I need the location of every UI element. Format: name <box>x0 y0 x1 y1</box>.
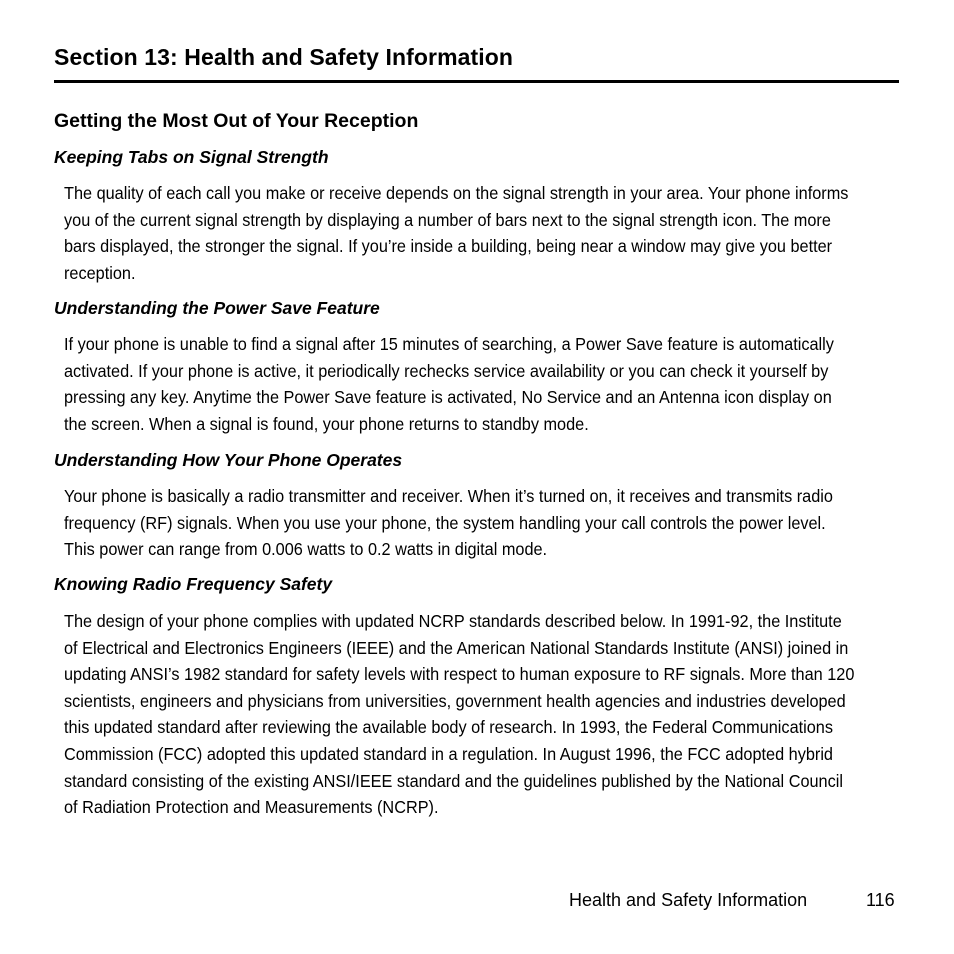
paragraph-line: standard consisting of the existing ANSI/IEEE standard and the guidelines published by the National Council <box>64 770 843 791</box>
paragraph-line: The quality of each call you make or receive depends on the signal strength in your area. Your phone informs <box>64 183 849 203</box>
subheading-phone-operates: Understanding How Your Phone Operates <box>54 450 403 470</box>
paragraph-line: frequency (RF) signals. When you use your phone, the system handling your call controls the power level. <box>64 512 826 533</box>
paragraph-line: activated. If your phone is active, it periodically rechecks service availability or you can check it yourself by <box>64 360 829 381</box>
paragraph-line: you of the current signal strength by displaying a number of bars next to the signal strength icon. The more <box>64 209 831 230</box>
footer-title: Health and Safety Information <box>569 890 808 910</box>
paragraph-line: pressing any key. Anytime the Power Save feature is activated, No Service and an Antenna icon display on <box>64 387 832 408</box>
page-title: Section 13: Health and Safety Information <box>54 44 514 70</box>
title-rule <box>54 80 899 83</box>
paragraph-line: This power can range from 0.006 watts to 0.2 watts in digital mode. <box>64 539 548 560</box>
paragraph-line: this updated standard after reviewing the available body of research. In 1993, the Federal Communications <box>64 717 833 738</box>
section-heading: Getting the Most Out of Your Reception <box>54 110 419 132</box>
page-number: 116 <box>866 890 895 910</box>
paragraph-line: Your phone is basically a radio transmitter and receiver. When it’s turned on, it receives and transmits radio <box>64 486 833 506</box>
paragraph-line: reception. <box>64 262 136 283</box>
paragraph-phone-operates <box>64 483 901 563</box>
subheading-signal-strength: Keeping Tabs on Signal Strength <box>54 147 329 167</box>
paragraph-signal-strength <box>64 180 901 286</box>
paragraph-line: The design of your phone complies with updated NCRP standards described below. In 1991-92, the Institute <box>64 611 842 631</box>
paragraph-line: of Electrical and Electronics Engineers (IEEE) and the American National Standards Institute (ANSI) joined in <box>64 637 849 658</box>
paragraph-line: If your phone is unable to find a signal after 15 minutes of searching, a Power Save feature is automatically <box>64 334 834 354</box>
paragraph-line: Commission (FCC) adopted this updated standard in a regulation. In August 1996, the FCC adopted hybrid <box>64 743 833 764</box>
paragraph-power-save <box>64 331 901 437</box>
paragraph-rf-safety <box>64 608 901 821</box>
paragraph-line: scientists, engineers and physicians from universities, government health agencies and industries developed <box>64 690 846 711</box>
paragraph-line: updating ANSI’s 1982 standard for safety levels with respect to human exposure to RF signals. More than 120 <box>64 664 855 685</box>
paragraph-line: bars displayed, the stronger the signal. If you’re inside a building, being near a window may give you better <box>64 236 833 257</box>
paragraph-line: the screen. When a signal is found, your phone returns to standby mode. <box>64 413 589 434</box>
subheading-power-save: Understanding the Power Save Feature <box>54 298 380 318</box>
paragraph-line: of Radiation Protection and Measurements (NCRP). <box>64 797 439 818</box>
subheading-rf-safety: Knowing Radio Frequency Safety <box>54 574 333 594</box>
